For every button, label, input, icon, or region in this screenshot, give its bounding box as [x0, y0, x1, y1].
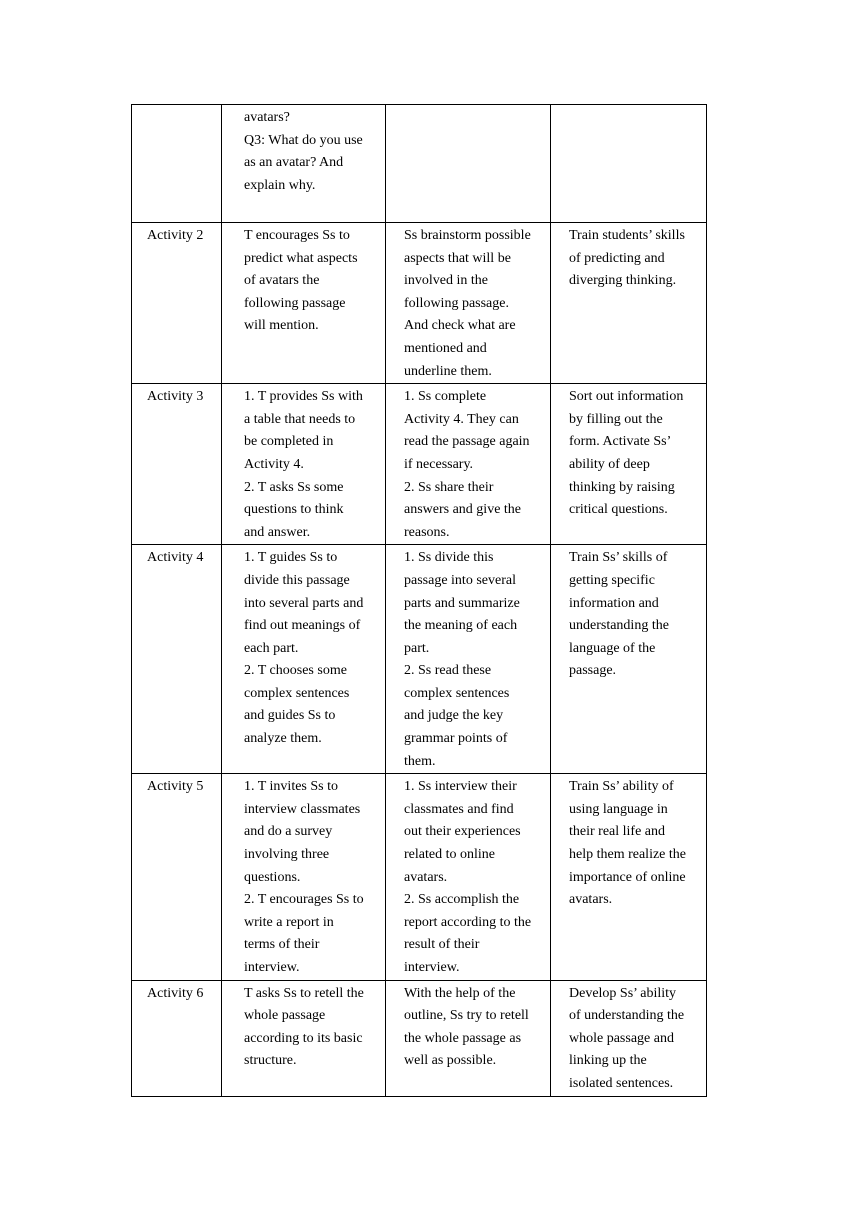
activity-cell: Activity 4: [132, 545, 222, 774]
lesson-plan-table: [131, 104, 707, 1097]
purpose-cell: Train students’ skills of predicting and diverging thinking.: [551, 223, 707, 384]
student-activity-cell: [386, 105, 551, 223]
teacher-activity-cell: T encourages Ss to predict what aspects of avatars the following passage will mention.: [222, 223, 386, 384]
teacher-activity-cell: T asks Ss to retell the whole passage according to its basic structure.: [222, 980, 386, 1096]
activity-cell: Activity 2: [132, 223, 222, 384]
activity-cell: Activity 3: [132, 384, 222, 545]
table-row: [132, 774, 707, 980]
table-row: [132, 105, 707, 223]
table-row: [132, 223, 707, 384]
teacher-activity-cell: 1. T invites Ss to interview classmates and do a survey involving three questions. 2. T encourages Ss to write a report in terms of their interview.: [222, 774, 386, 980]
student-activity-cell: With the help of the outline, Ss try to retell the whole passage as well as possible.: [386, 980, 551, 1096]
student-activity-cell: Ss brainstorm possible aspects that will be involved in the following passage. And check what are mentioned and underline them.: [386, 223, 551, 384]
student-activity-cell: 1. Ss interview their classmates and find out their experiences related to online avatars. 2. Ss accomplish the report according to the result of their interview.: [386, 774, 551, 980]
student-activity-cell: 1. Ss divide this passage into several parts and summarize the meaning of each part. 2. Ss read these complex sentences and judge the key grammar points of them.: [386, 545, 551, 774]
table-row: [132, 384, 707, 545]
student-activity-cell: 1. Ss complete Activity 4. They can read the passage again if necessary. 2. Ss share their answers and give the reasons.: [386, 384, 551, 545]
teacher-activity-cell: 1. T provides Ss with a table that needs to be completed in Activity 4. 2. T asks Ss some questions to think and answer.: [222, 384, 386, 545]
purpose-cell: Train Ss’ ability of using language in their real life and help them realize the importance of online avatars.: [551, 774, 707, 980]
table-row: [132, 545, 707, 774]
purpose-cell: Sort out information by filling out the form. Activate Ss’ ability of deep thinking by raising critical questions.: [551, 384, 707, 545]
activity-cell: Activity 6: [132, 980, 222, 1096]
purpose-cell: [551, 105, 707, 223]
teacher-activity-cell: 1. T guides Ss to divide this passage into several parts and find out meanings of each part. 2. T chooses some complex sentences and guides Ss to analyze them.: [222, 545, 386, 774]
activity-cell: Activity 5: [132, 774, 222, 980]
teacher-activity-cell: avatars? Q3: What do you use as an avatar? And explain why.: [222, 105, 386, 223]
purpose-cell: Develop Ss’ ability of understanding the whole passage and linking up the isolated sentences.: [551, 980, 707, 1096]
activity-cell: [132, 105, 222, 223]
purpose-cell: Train Ss’ skills of getting specific information and understanding the language of the passage.: [551, 545, 707, 774]
table-row: [132, 980, 707, 1096]
